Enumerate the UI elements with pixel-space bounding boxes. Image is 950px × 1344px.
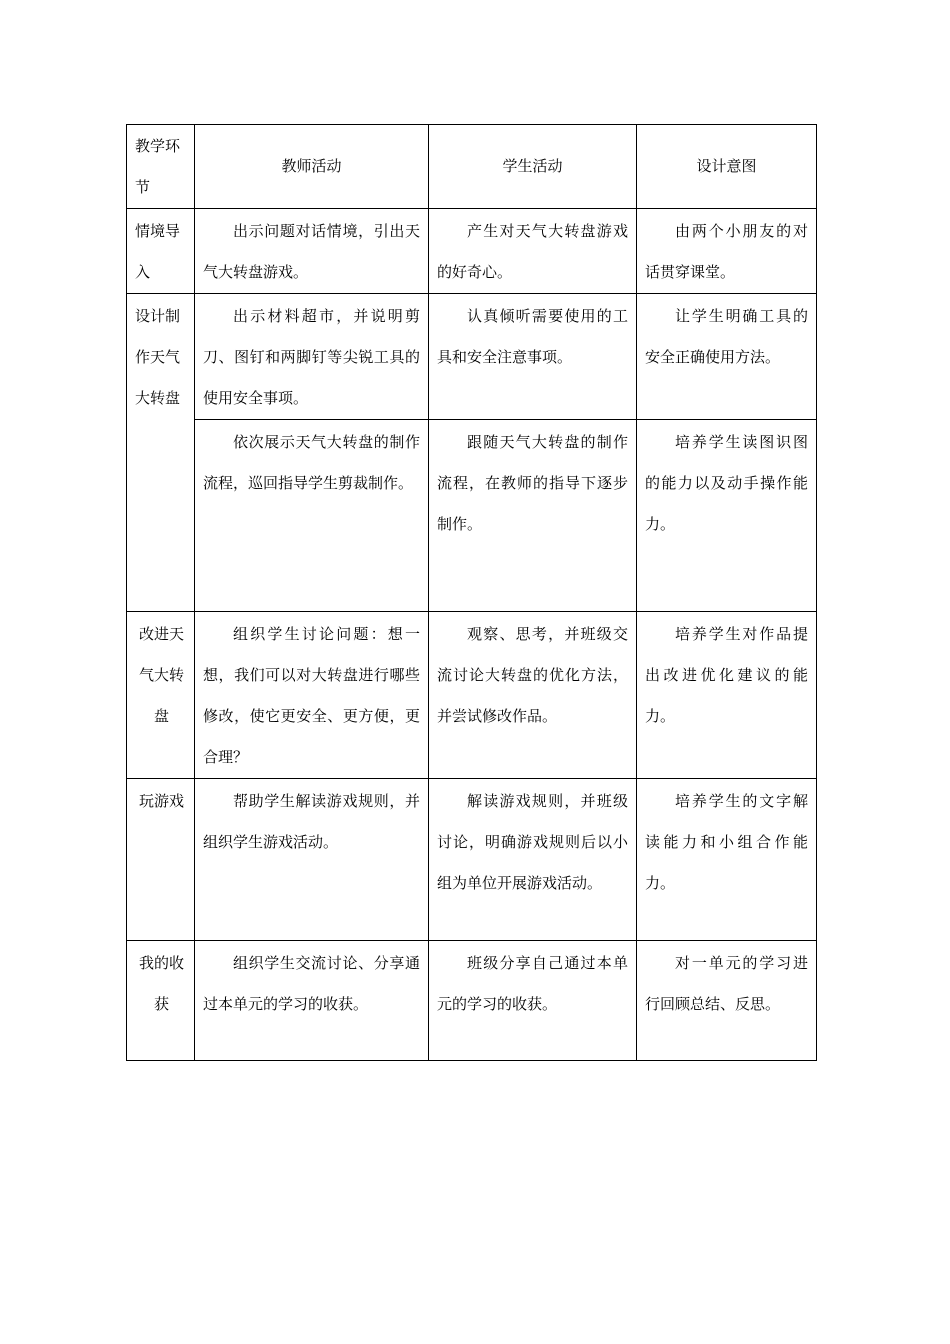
student-cell — [429, 294, 637, 420]
teacher-cell — [195, 612, 429, 779]
student-cell — [429, 779, 637, 941]
design-intent: 由两个小朋友的对话贯穿课堂。 — [645, 222, 808, 281]
stage-label: 情境导入 — [135, 222, 181, 281]
teacher-activity: 组织学生交流讨论、分享通过本单元的学习的收获。 — [203, 954, 420, 1013]
teacher-activity: 出示问题对话情境，引出天气大转盘游戏。 — [203, 222, 420, 281]
teacher-activity: 出示材料超市，并说明剪刀、图钉和两脚钉等尖锐工具的使用安全事项。 — [203, 307, 420, 407]
table-row — [127, 941, 817, 1061]
design-intent: 培养学生的文字解读能力和小组合作能力。 — [645, 792, 808, 892]
design-intent: 对一单元的学习进行回顾总结、反思。 — [645, 954, 808, 1013]
teacher-cell — [195, 209, 429, 294]
header-intent: 设计意图 — [696, 157, 757, 175]
design-intent: 培养学生读图识图的能力以及动手操作能力。 — [645, 433, 808, 533]
student-cell — [429, 420, 637, 612]
stage-label: 我的收获 — [138, 954, 184, 1013]
table-row — [127, 420, 817, 612]
stage-label: 改进天气大转盘 — [138, 625, 184, 725]
student-cell — [429, 941, 637, 1061]
design-intent: 培养学生对作品提出改进优化建议的能力。 — [645, 625, 808, 725]
header-stage: 教学环节 — [135, 136, 181, 196]
table-row — [127, 612, 817, 779]
stage-cell — [127, 941, 195, 1061]
header-student-cell — [429, 125, 637, 209]
stage-label: 设计制作天气大转盘 — [135, 307, 181, 407]
stage-label: 玩游戏 — [138, 792, 184, 810]
student-cell — [429, 612, 637, 779]
student-activity: 解读游戏规则，并班级讨论，明确游戏规则后以小组为单位开展游戏活动。 — [437, 792, 628, 892]
student-activity: 班级分享自己通过本单元的学习的收获。 — [437, 954, 628, 1013]
header-student: 学生活动 — [502, 157, 563, 175]
stage-cell — [127, 209, 195, 294]
stage-cell — [127, 779, 195, 941]
intent-cell — [637, 941, 817, 1061]
student-activity: 产生对天气大转盘游戏的好奇心。 — [437, 222, 628, 281]
student-activity: 观察、思考，并班级交流讨论大转盘的优化方法，并尝试修改作品。 — [437, 625, 628, 725]
design-intent: 让学生明确工具的安全正确使用方法。 — [645, 307, 808, 366]
header-teacher: 教师活动 — [281, 157, 342, 175]
student-activity: 跟随天气大转盘的制作流程，在教师的指导下逐步制作。 — [437, 433, 628, 533]
teacher-cell — [195, 420, 429, 612]
intent-cell — [637, 209, 817, 294]
student-cell — [429, 209, 637, 294]
table-row — [127, 294, 817, 420]
teacher-activity: 依次展示天气大转盘的制作流程，巡回指导学生剪裁制作。 — [203, 433, 420, 492]
stage-cell — [127, 612, 195, 779]
teacher-activity: 帮助学生解读游戏规则，并组织学生游戏活动。 — [203, 792, 420, 851]
header-row — [127, 125, 817, 209]
header-teacher-cell — [195, 125, 429, 209]
table-row — [127, 209, 817, 294]
teacher-cell — [195, 941, 429, 1061]
intent-cell — [637, 779, 817, 941]
teacher-cell — [195, 294, 429, 420]
intent-cell — [637, 420, 817, 612]
intent-cell — [637, 612, 817, 779]
header-stage-cell — [127, 125, 195, 209]
intent-cell — [637, 294, 817, 420]
table-row — [127, 779, 817, 941]
student-activity: 认真倾听需要使用的工具和安全注意事项。 — [437, 307, 628, 366]
lesson-plan-table — [126, 124, 817, 1061]
header-intent-cell — [637, 125, 817, 209]
teacher-cell — [195, 779, 429, 941]
stage-cell — [127, 294, 195, 612]
teacher-activity: 组织学生讨论问题：想一想，我们可以对大转盘进行哪些修改，使它更安全、更方便，更合理？ — [203, 625, 420, 766]
